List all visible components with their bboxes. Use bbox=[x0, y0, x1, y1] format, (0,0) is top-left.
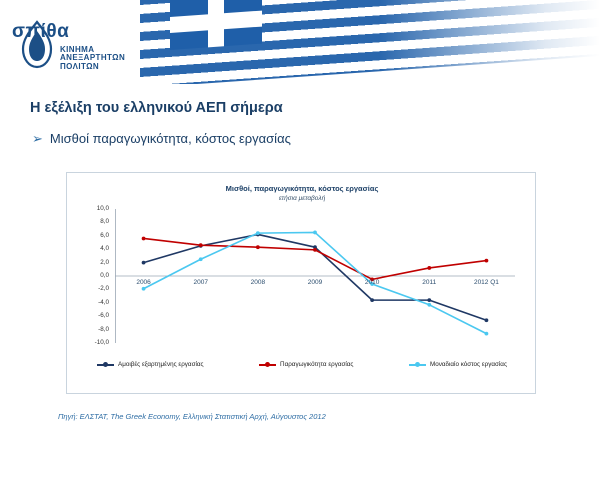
flag-fade-overlay bbox=[380, 0, 600, 84]
greek-flag-banner bbox=[140, 0, 600, 84]
chart-point bbox=[485, 259, 489, 263]
chart-point bbox=[256, 245, 260, 249]
chart-point bbox=[370, 298, 374, 302]
legend-swatch-icon-0 bbox=[97, 364, 114, 366]
logo-text bbox=[10, 22, 140, 71]
bullet-item bbox=[32, 131, 291, 146]
x-tick-label: 2011 bbox=[422, 279, 437, 286]
chart-svg bbox=[115, 209, 515, 343]
legend-item-0 bbox=[97, 361, 204, 368]
chart-point bbox=[199, 243, 203, 247]
chart-subtitle: ετήσια μεταβολή bbox=[278, 195, 326, 202]
y-tick-label: 0,0 bbox=[100, 272, 109, 279]
x-tick-label: 2010 bbox=[364, 279, 380, 286]
x-tick-label: 2006 bbox=[136, 279, 151, 286]
x-tick-label: 2012 Q1 bbox=[473, 279, 499, 286]
source-note: Πηγή: ΕΛΣΤΑΤ, The Greek Economy, Ελληνική Στατιστική Αρχή, Αύγουστος 2012 bbox=[58, 412, 326, 421]
chart-title: Μισθοί, παραγωγικότητα, κόστος εργασίας bbox=[225, 184, 379, 193]
chart-point bbox=[142, 287, 146, 291]
chart-container bbox=[66, 172, 536, 394]
logo-line-1: ΚΙΝΗΜΑ bbox=[60, 45, 95, 54]
chart-point bbox=[427, 266, 431, 270]
chart-point bbox=[485, 332, 489, 336]
legend-label-1: Παραγωγικότητα εργασίας bbox=[280, 361, 354, 368]
x-tick-label: 2009 bbox=[307, 279, 323, 286]
chart-series-line-1 bbox=[144, 238, 487, 279]
y-tick-label: -10,0 bbox=[94, 339, 109, 346]
legend-swatch-icon-2 bbox=[409, 364, 426, 366]
flag-canton bbox=[170, 0, 262, 50]
y-tick-label: 8,0 bbox=[100, 218, 109, 226]
chart-point bbox=[142, 237, 146, 241]
y-tick-label: 4,0 bbox=[100, 245, 109, 253]
chart-point bbox=[427, 298, 431, 302]
chart-point bbox=[313, 231, 317, 235]
legend-swatch-icon-1 bbox=[259, 364, 276, 366]
page-title: Η εξέλιξη του ελληνικού ΑΕΠ σήμερα bbox=[30, 100, 283, 116]
chart-point bbox=[313, 248, 317, 252]
flag-cross-horizontal bbox=[170, 11, 262, 33]
y-tick-label: 6,0 bbox=[100, 231, 109, 239]
chart-plot-area bbox=[115, 209, 515, 343]
y-tick-label: -6,0 bbox=[98, 312, 109, 320]
legend-label-0: Αμοιβές εξαρτημένης εργασίας bbox=[118, 361, 204, 368]
y-tick-label: 2,0 bbox=[100, 258, 109, 266]
logo-line-2: ΑΝΕΞΑΡΤΗΤΩΝ bbox=[60, 53, 126, 63]
y-tick-label: 10,0 bbox=[96, 205, 109, 212]
logo-wordmark: σπίθα bbox=[12, 21, 70, 42]
x-tick-label: 2008 bbox=[250, 279, 266, 286]
y-tick-label: -2,0 bbox=[98, 285, 109, 293]
y-tick-label: -4,0 bbox=[98, 298, 109, 306]
chart-point bbox=[256, 231, 260, 235]
bullet-arrow-icon: ➢ bbox=[32, 131, 43, 146]
chart-legend bbox=[97, 361, 507, 368]
chart-point bbox=[199, 257, 203, 261]
legend-item-2 bbox=[409, 361, 507, 368]
legend-label-2: Μοναδιαίο κόστος εργασίας bbox=[429, 361, 507, 368]
x-tick-label: 2007 bbox=[193, 279, 208, 286]
slide-header bbox=[0, 0, 600, 84]
bullet-label: Μισθοί παραγωγικότητα, κόστος εργασίας bbox=[49, 131, 291, 146]
chart-point bbox=[142, 261, 146, 265]
logo-line-3: ΠΟΛΙΤΩΝ bbox=[60, 61, 100, 71]
legend-item-1 bbox=[259, 361, 353, 368]
y-tick-label: -8,0 bbox=[98, 325, 109, 333]
chart-point bbox=[427, 303, 431, 307]
chart-point bbox=[485, 318, 489, 322]
logo bbox=[10, 18, 140, 74]
